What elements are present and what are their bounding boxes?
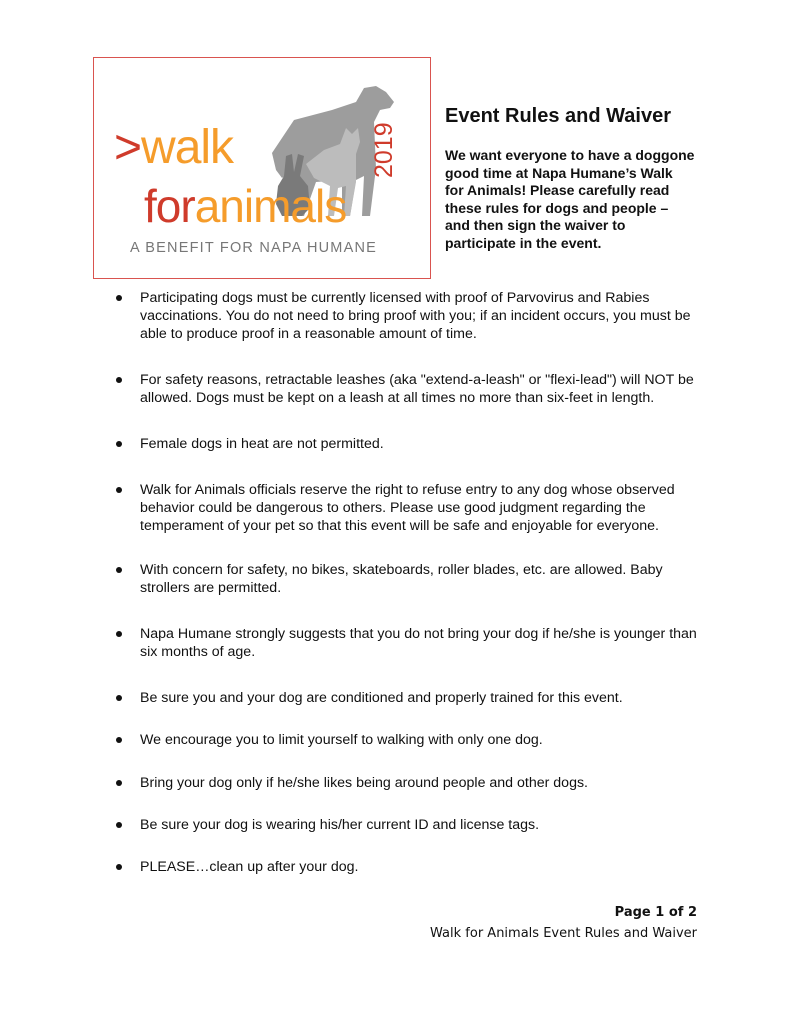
bullet-icon bbox=[116, 737, 122, 743]
rule-item bbox=[110, 689, 700, 707]
rule-item bbox=[110, 561, 700, 597]
logo-for-animals-text bbox=[144, 180, 347, 232]
rule-item bbox=[110, 816, 700, 834]
bullet-icon bbox=[116, 822, 122, 828]
rule-text: PLEASE…clean up after your dog. bbox=[140, 859, 359, 875]
rule-text: We encourage you to limit yourself to walking with only one dog. bbox=[140, 732, 543, 748]
bullet-icon bbox=[116, 487, 122, 493]
bullet-icon bbox=[116, 567, 122, 573]
rule-item bbox=[110, 481, 700, 535]
event-logo bbox=[93, 57, 431, 279]
rule-text: Female dogs in heat are not permitted. bbox=[140, 436, 384, 452]
rule-item bbox=[110, 289, 700, 343]
footer-document-title: Walk for Animals Event Rules and Waiver bbox=[430, 926, 697, 941]
bullet-icon bbox=[116, 441, 122, 447]
logo-tagline: A BENEFIT FOR NAPA HUMANE bbox=[130, 240, 378, 256]
rule-item bbox=[110, 858, 700, 876]
page-title: Event Rules and Waiver bbox=[445, 105, 671, 127]
rule-text: Participating dogs must be currently licensed with proof of Parvovirus and Rabies vaccinations. You do not need to bring proof with you; if an incident occurs, you must be able to produce proof in a reasonable amount of time. bbox=[140, 290, 691, 342]
bullet-icon bbox=[116, 695, 122, 701]
rule-text: With concern for safety, no bikes, skateboards, roller blades, etc. are allowed. Baby strollers are permitted. bbox=[140, 562, 663, 596]
logo-year: 2019 bbox=[370, 122, 398, 178]
rule-item bbox=[110, 435, 700, 453]
rule-text: For safety reasons, retractable leashes (aka "extend-a-leash" or "flexi-lead") will NOT be allowed. Dogs must be kept on a leash at all times no more than six-feet in length. bbox=[140, 372, 694, 406]
bullet-icon bbox=[116, 780, 122, 786]
logo-animals-word: animals bbox=[194, 180, 347, 232]
rule-text: Bring your dog only if he/she likes being around people and other dogs. bbox=[140, 775, 589, 791]
rule-item bbox=[110, 774, 700, 792]
rule-item bbox=[110, 731, 700, 749]
bullet-icon bbox=[116, 864, 122, 870]
bullet-icon bbox=[116, 631, 122, 637]
logo-for-word: for bbox=[144, 180, 195, 232]
rule-text: Be sure you and your dog are conditioned and properly trained for this event. bbox=[140, 690, 623, 706]
rule-text: Walk for Animals officials reserve the right to refuse entry to any dog whose observed behavior could be dangerous to others. Please use good judgment regarding the temperament of your pet so that this event will be safe and enjoyable for everyone. bbox=[140, 482, 675, 534]
rule-text: Napa Humane strongly suggests that you do not bring your dog if he/she is younger than six months of age. bbox=[140, 626, 697, 660]
bullet-icon bbox=[116, 377, 122, 383]
page-number: Page 1 of 2 bbox=[614, 905, 697, 920]
logo-walk-text bbox=[114, 121, 234, 174]
logo-walk-word: walk bbox=[141, 121, 234, 174]
rule-text: Be sure your dog is wearing his/her current ID and license tags. bbox=[140, 817, 540, 833]
bullet-icon bbox=[116, 295, 122, 301]
intro-paragraph: We want everyone to have a doggone good time at Napa Humane’s Walk for Animals! Please carefully read these rules for dogs and people – and then sign the waiver to participate in the event. bbox=[445, 147, 695, 251]
rules-list bbox=[110, 289, 700, 876]
logo-arrow: > bbox=[114, 121, 142, 174]
rule-item bbox=[110, 625, 700, 661]
rule-item bbox=[110, 371, 700, 407]
